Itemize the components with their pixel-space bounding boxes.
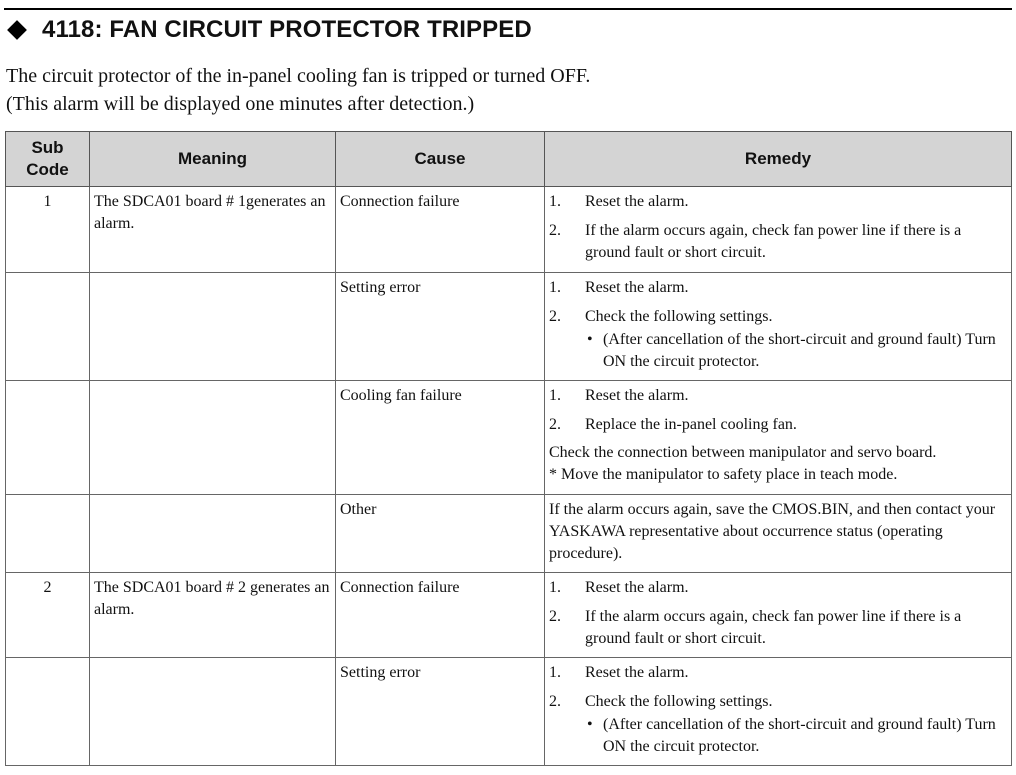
sub-code-cell: 1 [6, 187, 90, 273]
remedy-step: 2. Check the following settings. • (After cancellation of the short-circuit and ground fault) Turn ON the circuit protector. [549, 691, 1007, 758]
meaning-cell: The SDCA01 board # 1generates an alarm. [90, 187, 336, 273]
cause-cell: Connection failure [336, 187, 545, 273]
bullet-dot-icon: • [587, 331, 593, 348]
remedy-step: 2. Check the following settings. • (After cancellation of the short-circuit and ground fault) Turn ON the circuit protector. [549, 306, 1007, 373]
remedy-step: 1. Reset the alarm. [549, 193, 689, 210]
table-row [6, 187, 1012, 273]
sub-code-cell [6, 658, 90, 766]
remedy-cell [545, 658, 1012, 766]
meaning-cell [90, 495, 336, 573]
header-remedy: Remedy [545, 132, 1012, 187]
sub-code-cell [6, 273, 90, 381]
table-row [6, 495, 1012, 573]
remedy-note: Check the connection between manipulator and servo board. [549, 444, 937, 461]
sub-code-cell [6, 381, 90, 495]
remedy-step: 1. Reset the alarm. [549, 664, 689, 681]
remedy-cell [545, 381, 1012, 495]
page-title-text: 4118: FAN CIRCUIT PROTECTOR TRIPPED [42, 16, 532, 43]
meaning-cell: The SDCA01 board # 2 generates an alarm. [90, 573, 336, 658]
table-row [6, 273, 1012, 381]
sub-code-cell [6, 495, 90, 573]
cause-cell: Setting error [336, 273, 545, 381]
remedy-note: * Move the manipulator to safety place in teach mode. [549, 466, 898, 483]
cause-cell: Connection failure [336, 573, 545, 658]
table-row [6, 658, 1012, 766]
remedy-step: 2. Replace the in-panel cooling fan. [549, 416, 797, 433]
remedy-bullet: • (After cancellation of the short-circuit and ground fault) Turn ON the circuit protector. [585, 714, 1007, 758]
meaning-cell [90, 381, 336, 495]
top-rule [4, 8, 1012, 10]
cause-cell: Setting error [336, 658, 545, 766]
bullet-dot-icon: • [587, 716, 593, 733]
remedy-step: 1. Reset the alarm. [549, 579, 689, 596]
remedy-step: 2. If the alarm occurs again, check fan power line if there is a ground fault or short circuit. [549, 222, 962, 261]
table-row [6, 381, 1012, 495]
description-line-2: (This alarm will be displayed one minutes after detection.) [6, 93, 475, 115]
header-sub-code: Sub Code [6, 132, 90, 187]
header-cause: Cause [336, 132, 545, 187]
cause-cell: Other [336, 495, 545, 573]
remedy-cell [545, 187, 1012, 273]
header-meaning: Meaning [90, 132, 336, 187]
remedy-bullet: • (After cancellation of the short-circuit and ground fault) Turn ON the circuit protector. [585, 329, 1007, 373]
remedy-cell [545, 573, 1012, 658]
meaning-cell [90, 658, 336, 766]
description-line-1: The circuit protector of the in-panel cooling fan is tripped or turned OFF. [6, 65, 591, 87]
remedy-step: 2. If the alarm occurs again, check fan power line if there is a ground fault or short circuit. [549, 608, 962, 647]
remedy-cell [545, 273, 1012, 381]
meaning-cell [90, 273, 336, 381]
cause-cell: Cooling fan failure [336, 381, 545, 495]
remedy-step: 1. Reset the alarm. [549, 387, 689, 404]
sub-code-cell: 2 [6, 573, 90, 658]
table-header-row [6, 132, 1012, 187]
alarm-description [6, 62, 590, 118]
alarm-table [5, 131, 1012, 766]
diamond-bullet-icon [7, 20, 27, 40]
table-row [6, 573, 1012, 658]
page-title [6, 16, 532, 44]
remedy-step: 1. Reset the alarm. [549, 279, 689, 296]
remedy-cell: If the alarm occurs again, save the CMOS.BIN, and then contact your YASKAWA representative about occurrence status (operating procedure). [545, 495, 1012, 573]
